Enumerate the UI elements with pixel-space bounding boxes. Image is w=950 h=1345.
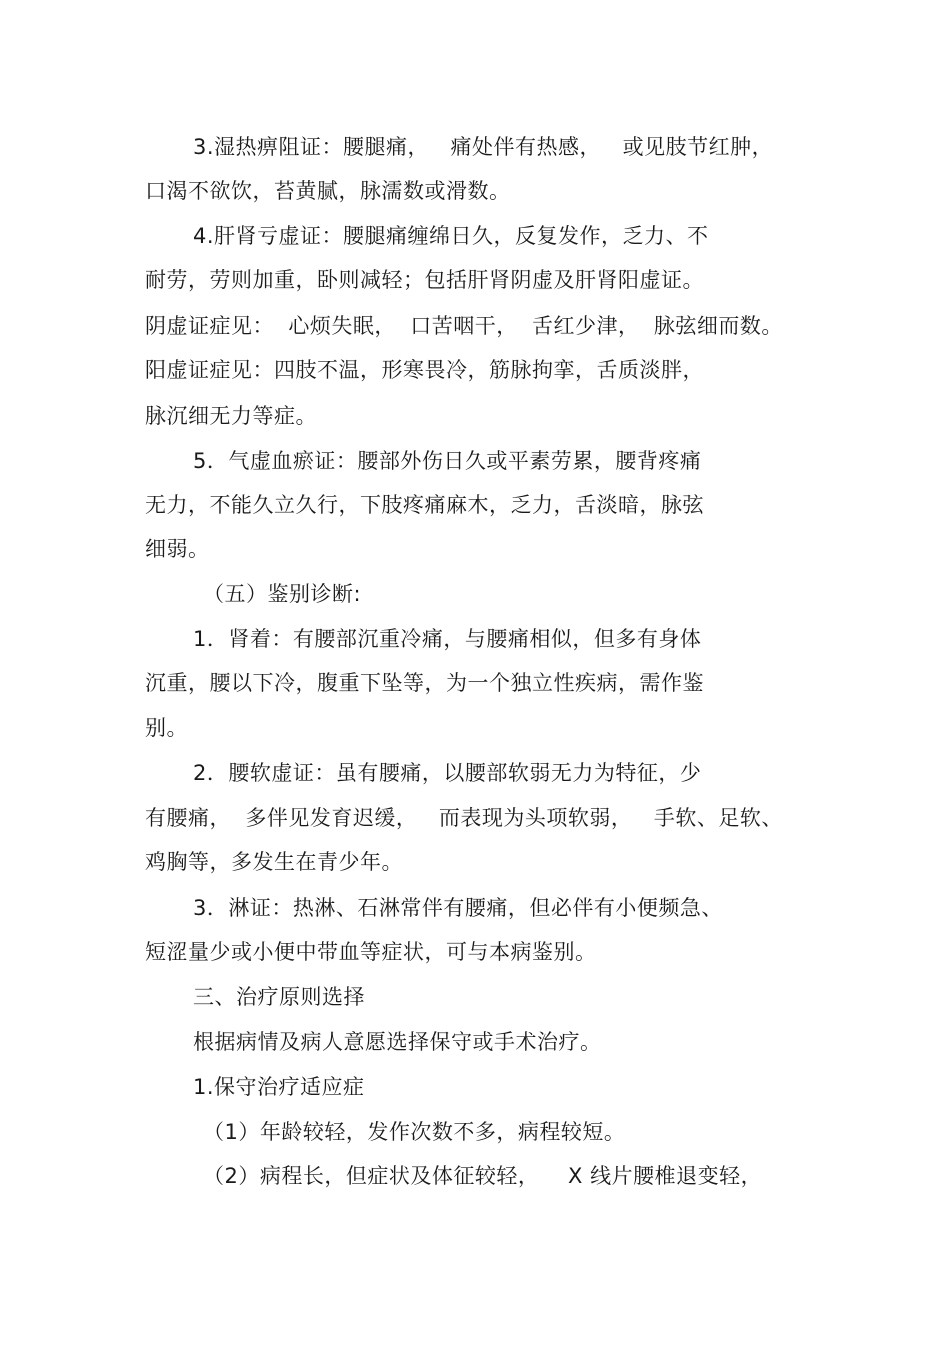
- text-line: 短涩量少或小便中带血等症状，可与本病鉴别。: [145, 940, 597, 964]
- text-line: 脉沉细无力等症。: [145, 404, 317, 428]
- text-line: 细弱。: [145, 537, 210, 561]
- subsection-heading: 1.保守治疗适应症: [193, 1075, 365, 1099]
- text-line: 阳虚证症见：四肢不温，形寒畏冷，筋脉拘挛，舌质淡胖，: [145, 358, 704, 382]
- section-heading: 三、治疗原则选择: [193, 985, 365, 1009]
- text-line: 根据病情及病人意愿选择保守或手术治疗。: [193, 1030, 602, 1054]
- text-line: 5．气虚血瘀证：腰部外伤日久或平素劳累，腰背疼痛: [193, 449, 702, 473]
- text-line: 3．淋证：热淋、石淋常伴有腰痛，但必伴有小便频急、: [193, 896, 723, 920]
- text-line: 3.湿热痹阻证：腰腿痛， 痛处伴有热感， 或见肢节红肿，: [193, 135, 774, 159]
- text-line: 无力，不能久立久行，下肢疼痛麻木，乏力，舌淡暗，脉弦: [145, 493, 704, 517]
- text-line: 4.肝肾亏虚证：腰腿痛缠绵日久，反复发作，乏力、不: [193, 224, 709, 248]
- text-line: 有腰痛， 多伴见发育迟缓， 而表现为头项软弱， 手软、足软、: [145, 806, 783, 830]
- list-item: （2）病程长，但症状及体征较轻， X 线片腰椎退变轻，: [203, 1164, 763, 1188]
- section-heading: （五）鉴别诊断:: [203, 582, 362, 606]
- text-line: 耐劳，劳则加重，卧则减轻；包括肝肾阴虚及肝肾阳虚证。: [145, 268, 704, 292]
- text-line: 口渴不欲饮，苔黄腻，脉濡数或滑数。: [145, 179, 511, 203]
- text-line: 1．肾着：有腰部沉重冷痛，与腰痛相似，但多有身体: [193, 627, 702, 651]
- text-line: 沉重，腰以下冷，腹重下坠等，为一个独立性疾病，需作鉴: [145, 671, 704, 695]
- text-line: 阴虚证症见： 心烦失眠， 口苦咽干， 舌红少津， 脉弦细而数。: [145, 314, 783, 338]
- text-line: 别。: [145, 716, 188, 740]
- text-line: 2．腰软虚证：虽有腰痛，以腰部软弱无力为特征，少: [193, 761, 702, 785]
- text-line: 鸡胸等，多发生在青少年。: [145, 850, 403, 874]
- list-item: （1）年龄较轻，发作次数不多，病程较短。: [203, 1120, 626, 1144]
